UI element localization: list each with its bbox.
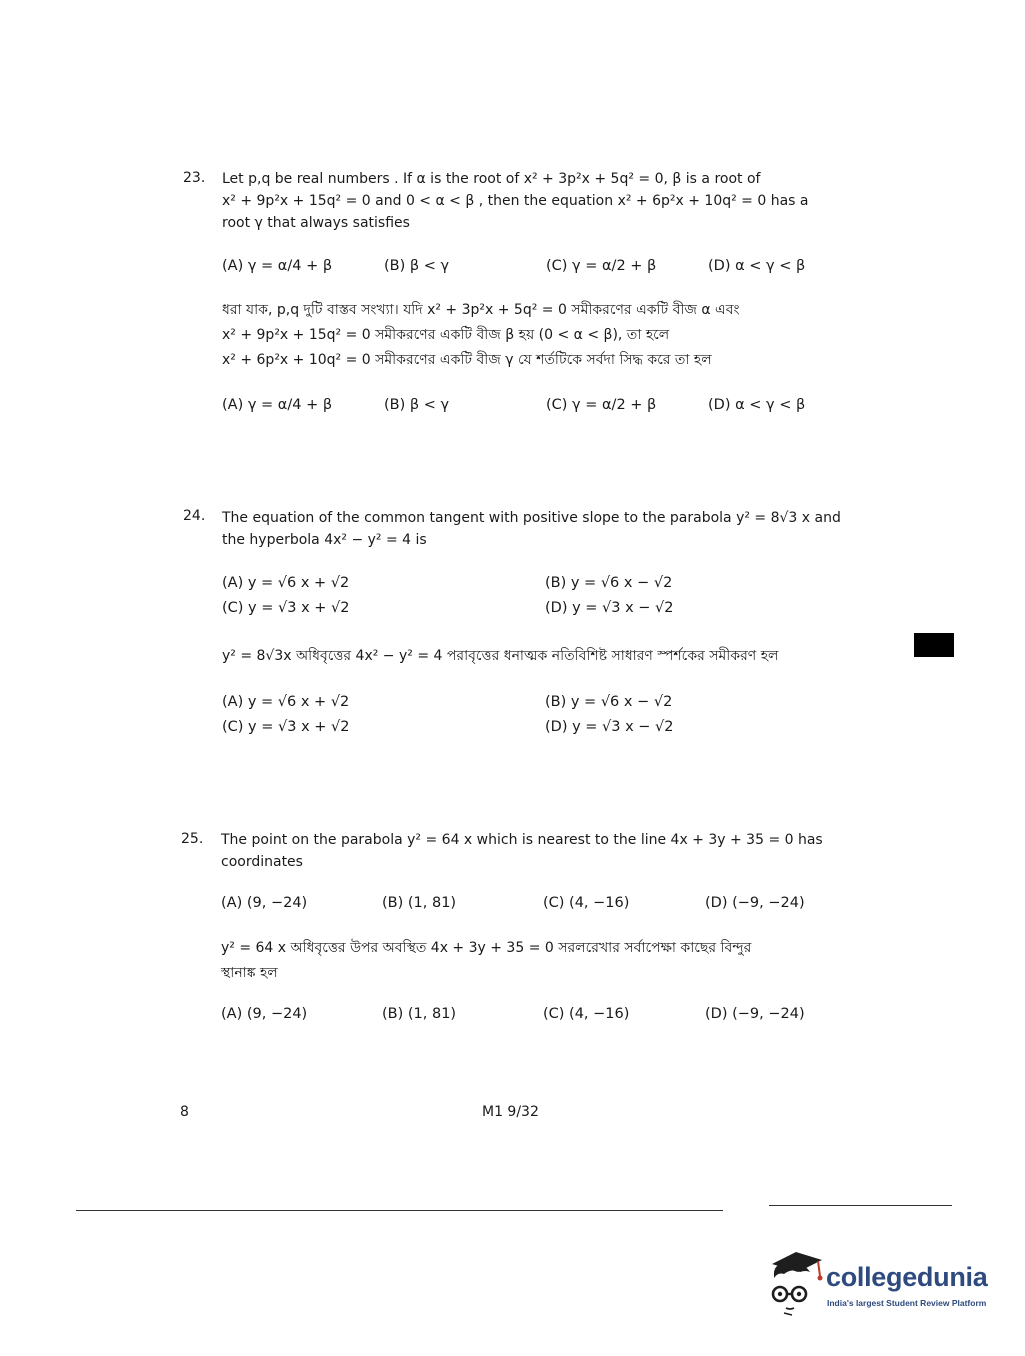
- question-line: x² + 9p²x + 15q² = 0 and 0 < α < β , then the equation x² + 6p²x + 10q² = 0 has a: [222, 193, 809, 209]
- option-d: (D) (−9, −24): [705, 895, 805, 911]
- option-c-bn: (C) y = √3 x + √2: [222, 719, 350, 735]
- option-c: (C) y = √3 x + √2: [222, 600, 350, 616]
- option-d: (D) y = √3 x − √2: [545, 600, 674, 616]
- bengali-line: x² + 6p²x + 10q² = 0 সমীকরণের একটি বীজ γ যে শর্তটিকে সর্বদা সিদ্ধ করে তা হল: [222, 352, 712, 368]
- option-b-bn: (B) y = √6 x − √2: [545, 694, 673, 710]
- option-c: (C) (4, −16): [543, 895, 630, 911]
- question-line: coordinates: [221, 854, 303, 870]
- bengali-line: y² = 8√3x অধিবৃত্তের 4x² − y² = 4 পরাবৃত্তের ধনাত্মক নতিবিশিষ্ট সাধারণ স্পর্শকের সমীকরণ হল: [222, 648, 779, 664]
- question-number: 25.: [181, 831, 204, 847]
- bengali-line: স্থানাঙ্ক হল: [221, 965, 278, 981]
- option-a: (A) y = √6 x + √2: [222, 575, 350, 591]
- divider-line: [76, 1210, 723, 1211]
- brand-name: collegedunia: [826, 1262, 988, 1292]
- option-d-bn: (D) (−9, −24): [705, 1006, 805, 1022]
- question-line: The point on the parabola y² = 64 x which is nearest to the line 4x + 3y + 35 = 0 has: [221, 832, 823, 848]
- mascot-icon: [766, 1250, 826, 1316]
- option-a: (A) (9, −24): [221, 895, 308, 911]
- option-a: (A) γ = α/4 + β: [222, 258, 333, 274]
- divider-line: [769, 1205, 952, 1206]
- option-d: (D) α < γ < β: [708, 258, 806, 274]
- question-text-bengali: [221, 936, 856, 986]
- option-d-bn: (D) y = √3 x − √2: [545, 719, 674, 735]
- option-b: (B) (1, 81): [382, 895, 457, 911]
- question-text: [222, 168, 857, 234]
- question-text: [221, 829, 861, 873]
- option-c: (C) γ = α/2 + β: [546, 258, 657, 274]
- question-text-bengali: [222, 298, 857, 373]
- bengali-line: y² = 64 x অধিবৃত্তের উপর অবস্থিত 4x + 3y + 35 = 0 সরলরেখার সর্বাপেক্ষা কাছের বিন্দুর: [221, 940, 752, 956]
- option-c-bn: (C) γ = α/2 + β: [546, 397, 657, 413]
- redaction-box: [914, 633, 954, 657]
- option-b-bn: (B) β < γ: [384, 397, 450, 413]
- option-c-bn: (C) (4, −16): [543, 1006, 630, 1022]
- option-a-bn: (A) γ = α/4 + β: [222, 397, 333, 413]
- option-a-bn: (A) (9, −24): [221, 1006, 308, 1022]
- question-line: the hyperbola 4x² − y² = 4 is: [222, 532, 427, 548]
- page-number: M1 9/32: [482, 1104, 539, 1120]
- bengali-line: ধরা যাক, p,q দুটি বাস্তব সংখ্যা। যদি x² + 3p²x + 5q² = 0 সমীকরণের একটি বীজ α এবং: [222, 302, 740, 318]
- option-d-bn: (D) α < γ < β: [708, 397, 806, 413]
- brand-tagline: India's largest Student Review Platform: [827, 1298, 987, 1308]
- option-a-bn: (A) y = √6 x + √2: [222, 694, 350, 710]
- question-text-bengali: [222, 644, 862, 669]
- option-b: (B) y = √6 x − √2: [545, 575, 673, 591]
- question-line: root γ that always satisfies: [222, 215, 410, 231]
- footer-left: 8: [180, 1104, 189, 1120]
- question-text: [222, 507, 862, 551]
- option-b: (B) β < γ: [384, 258, 450, 274]
- question-number: 24.: [183, 508, 206, 524]
- question-number: 23.: [183, 170, 206, 186]
- question-line: Let p,q be real numbers . If α is the root of x² + 3p²x + 5q² = 0, β is a root of: [222, 171, 761, 187]
- question-line: The equation of the common tangent with positive slope to the parabola y² = 8√3 x and: [222, 510, 841, 526]
- brand-logo: [766, 1250, 996, 1320]
- option-b-bn: (B) (1, 81): [382, 1006, 457, 1022]
- bengali-line: x² + 9p²x + 15q² = 0 সমীকরণের একটি বীজ β হয় (0 < α < β), তা হলে: [222, 327, 670, 343]
